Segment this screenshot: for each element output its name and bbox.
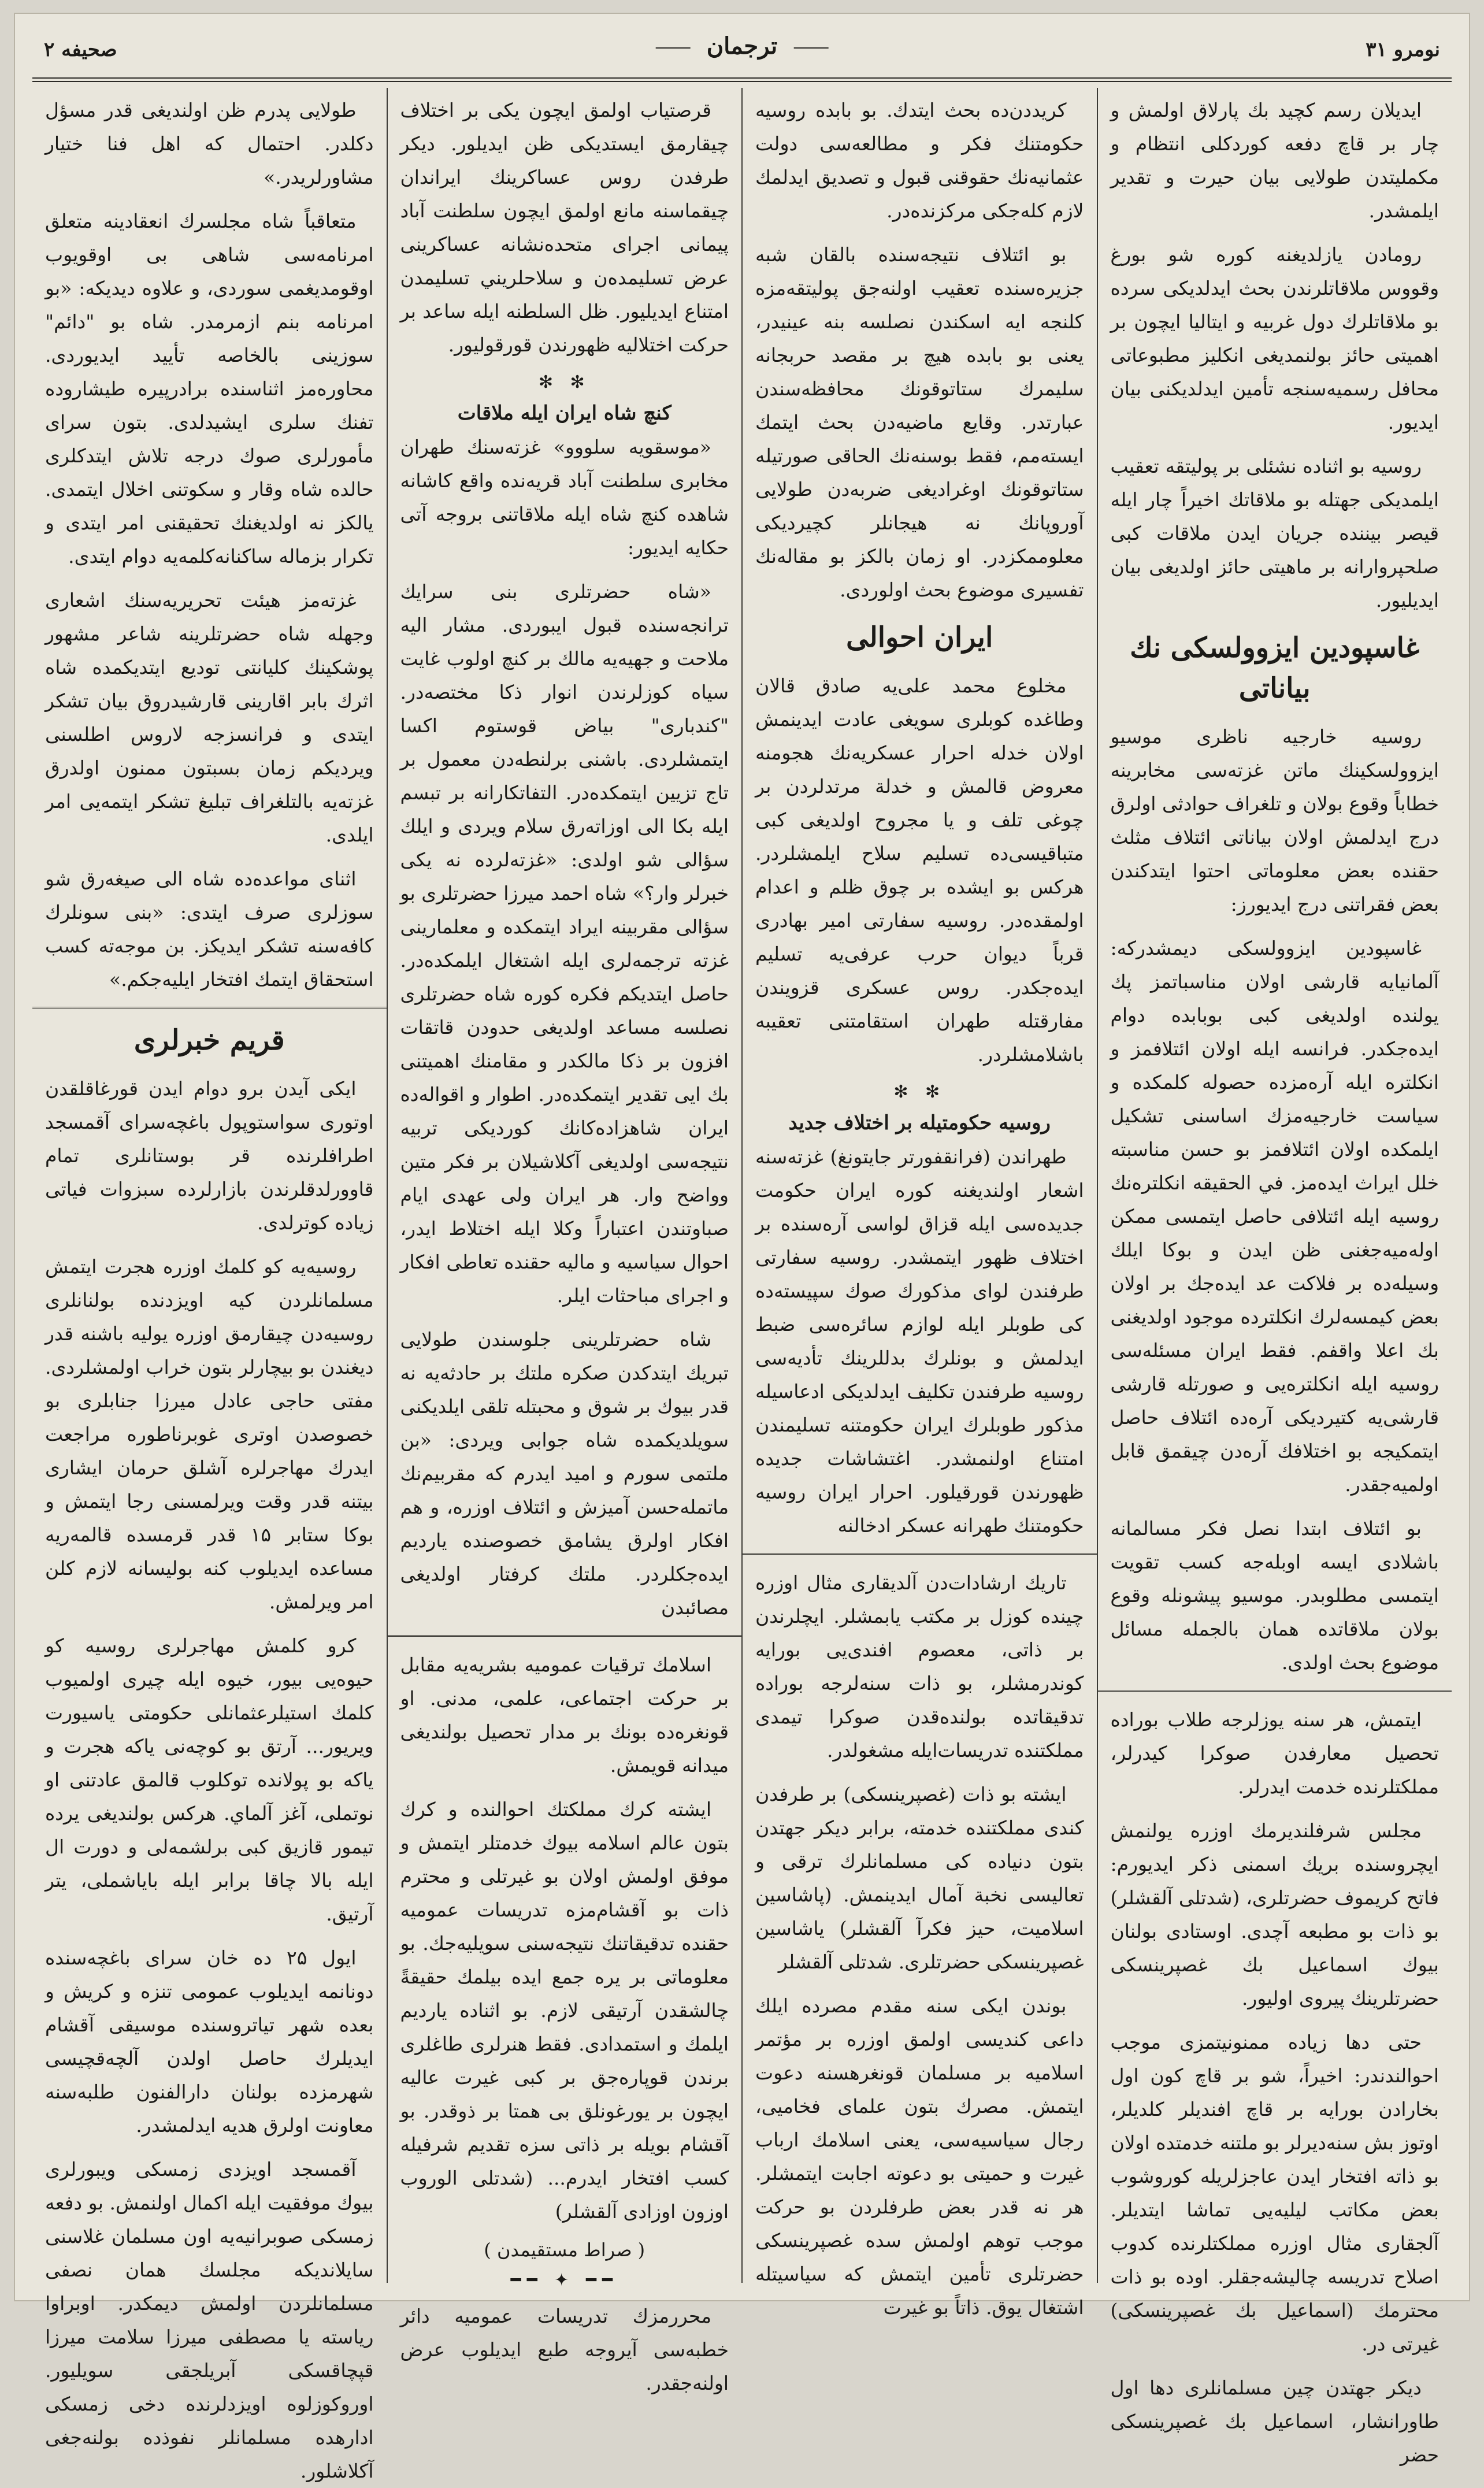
- masthead: [38, 24, 1446, 75]
- page-number: صحيفه ۲: [44, 38, 117, 61]
- paragraph: ايول ۲۵ ده خان سراى باغچه‌سنده دونانمه ايديلوب عمومى تنزه و كريش و بعده شهر تياتروسنده موسيقى آقشام ايديلرك حاصل اولدن آلچه‌قچيسى شهرمزده بولنان دارالفنون طلبه‌سنه معاونت اولرق هديه ايدلمشدر.: [45, 1946, 374, 2137]
- paragraph: ايتمش، هر سنه يوزلرجه طلاب بوراده تحصيل معارفدن صوكرا كيدرلر، مملكتلرنده خدمت ايدرلر.: [1110, 1708, 1439, 1798]
- paragraph: روسيه بو اثناده نشئلى بر پوليتقه تعقيب ايلمديكى جهتله بو ملاقاتك اخيراً چار ايله قيصر بيننده جريان ايدن ملاقات كبى صلحپروارانه بر ماهيتى حائز اولديغى بيان ايديليور.: [1110, 455, 1439, 611]
- section-rule: [32, 1007, 387, 1011]
- subheading: كنچ شاه ايران ايله ملاقات: [457, 402, 671, 425]
- column-1: [1097, 88, 1452, 2466]
- paragraph: محررمزك تدريسات عموميه دائر خطبه‌سى آيروجه طبع ايديلوب عرض اولنه‌جقدر.: [400, 2305, 729, 2394]
- paragraph: كريددن‌ده بحث ايتدك. بو بابده روسيه حكومتنك فكر و مطالعه‌سى دولت عثمانيه‌نك حقوقنى قبول و تصديق ايدلمك لازم كله‌جكى مركزنده‌در.: [755, 99, 1084, 222]
- paragraph: ايشته بو ذات (غصپرينسكى) بر طرفدن كندى مملكتنده خدمته، برابر ديكر جهتدن بتون دنياده كى مسلمانلرك ترقى و تعاليسى نخبة آمال ايدينمش. (پاشاسين اسلاميت، حيز فكرآ آلقشلر) ياشاسين غصپرينسكى حضرتلرى. شدتلى آلقشلر: [755, 1783, 1084, 1973]
- article-heading: غاسپودين ايزوولسكى نك بياناتى: [1130, 632, 1420, 704]
- paragraph: اسلامك ترقيات عموميه بشريه‌يه مقابل بر حركت اجتماعى، علمى، مدنى. او قونغره‌ده بونك بر مدار تحصيل بولنديغى ميدانه قويمش.: [400, 1653, 729, 1777]
- paragraph: ديكر جهتدن چين مسلمانلرى دها اول طاورانشار، اسماعيل بك غصپرينسكى حضر: [1110, 2376, 1439, 2466]
- section-rule: [1098, 1690, 1452, 1694]
- paragraph: آقمسجد اويزدى زمسكى ويبورلرى بيوك موفقيت ايله اكمال اولنمش. بو دفعه زمسكى صوبرانيه‌يه اون مسلمان غلاسنى سايلانديكه مجلسك همان نصفى مسلمانلردن اولمش ديمكدر. اوبراوا رياسته يا مصطفى ميرزا سلامت ميرزا قپچاقسكى آبريلجقى سويليور. اوروكوزلوه اويزدلرنده دخى زمسكى ادارهده مسلمانلر نفوذده بولنه‌جغى آكلاشلور.: [45, 2158, 374, 2482]
- masthead-rule: [32, 77, 1452, 82]
- ornament-divider: ✻ ✻: [538, 372, 591, 392]
- paragraph: بو ائتلاف نتيجه‌سنده بالقان شبه جزيره‌سنده تعقيب اولنه‌جق پوليتقه‌مزه كلنجه ايه اسكندن نصلسه بنه عينيدر، يعنى بو بابده هيچ بر مقصد حربجانه سليمرك ستاتوقونك محافظه‌سندن عبارتدر. وقايع ماضيه‌دن بحث ايتمك ايسته‌مم، فقط بوسنه‌نك الحاقى صورتيله ستاتوقونك اوغراديغى ضربه‌دن طولايى آوروپانك نه هيجانلر كچيرديكى معلوممكزدر. او زمان بالكز بو مقاله‌نك تفسيرى موضوع بحث اولوردى.: [755, 243, 1084, 601]
- paragraph: مجلس شرفلنديرمك اوزره يولنمش ايچروسنده بريك اسمنى ذكر ايديورم: فاتح كريموف حضرتلرى، (شدتلى آلقشلر) بو ذات بو مطبعه آچدى. اوستادى بولنان بيوك اسماعيل بك غصپرينسكى حضرتلرينك پيروى اوليور.: [1110, 1819, 1439, 2009]
- article-heading: ايران احوالى: [846, 621, 993, 654]
- paragraph: تاريك ارشادات‌دن آلديقارى مثال اوزره چينده كوزل بر مكتب يابمشلر. ايچلرندن بر ذاتى، معصوم افندى‌يى بورايه كوندرمشلر، بو ذات سنه‌لرجه بوراده تدقيقاتده بولنده‌قدن صوكرا تيمدى مملكتنده تدريسات‌ايله مشغولدر.: [755, 1571, 1084, 1762]
- paragraph: ايديلان رسم كچيد بك پارلاق اولمش و چار بر قاچ دفعه كوردكلى انتظام و مكمليتدن طولايى بيان حيرت و تقدير ايلمشدر.: [1110, 99, 1439, 222]
- newspaper-title: ترجمان: [691, 32, 794, 60]
- column-4: [32, 88, 387, 2482]
- issue-number: نومرو ۳۱: [1366, 38, 1440, 61]
- paragraph: شاه حضرتلرينى جلوسندن طولايى تبريك ايتدكدن صكره ملتك بر حادثه‌يه نه قدر بيوك بر شوق و محبتله تلقى ايلديكنى سويلديكمده شاه جوابى ويردى: «بن ملتمى سورم و اميد ايدرم كه مقربيم‌نك ماتمله‌حسن آميزش و ائتلاف اوزره، و هم افكار اولرق يشامق خصوصنده يارديم ايده‌جكلردر. ملتك كرفتار اولديغى مصائبدن: [400, 1328, 729, 1619]
- paragraph: غاسپودين ايزوولسكى ديمشدركه: آلمانيايه قارشى اولان مناسباتمز پك يولنده اولديغى كبى بوبابده دوام ايده‌جكدر. فرانسه ايله اولان ائتلافمز و انكلتره ايله آره‌مزده حصوله كلمكده و سياست خارجيه‌مزك اساسنى تشكيل ايلمكده اولان ائتلافمز بو حسن مناسبته خلل ايراث ايده‌مز. في الحقيقه انكلتره‌نك روسيه ايله ائتلافى حاصل ايتمسى ممكن اوله‌ميه‌جغنى ظن ايدن و بوكا ايلك وسيله‌ده بر فلاكت عد ايده‌جك بر اولان بعض كيمسه‌لرك انكلترده موجود اولديغنى بك اعلا واقفم. فقط ايران مسئله‌سى روسيه ايله انكلتره‌يى و صورتله قارشى قارشى‌يه كتيرديكى آره‌ده ائتلاف حاصل ايتمكيجه بو اختلافك آره‌دن چيقمق قابل اولميه‌جقدر.: [1110, 937, 1439, 1496]
- paragraph: اثناى مواعده‌ده شاه الى صيغه‌رق شو سوزلرى صرف ايتدى: «بنى سونلرك كافه‌سنه تشكر ايديكز. بن موجه‌ته كسب استحقاق ايتمك افتخار ايليه‌جكم.»: [45, 867, 374, 991]
- subheading: روسيه حكومتيله بر اختلاف جديد: [788, 1111, 1051, 1134]
- article-heading: قريم خبرلرى: [133, 1024, 285, 1056]
- paragraph: ايكى آيدن برو دوام ايدن قورغاقلقدن اوتورى سواستوپول باغچه‌سراى آقمسجد اطرافلرنده قر بوستانلرى تمام قاوورلدقلرندن بازارلرده سبزوات فياتى زياده كوترلدى.: [45, 1077, 374, 1234]
- paragraph: روسيه‌يه كو كلمك اوزره هجرت ايتمش مسلمانلردن كيه اويزدنده بولنانلرى روسيه‌دن چيقارمق اوزره يوليه باشنه قدر ديغندن بو بيچارلر بتون خراب اولمشلردى. مفتى حاجى عادل ميرزا جنابلرى بو خصوصدن اوترى غوبرناطوره مراجعت ايدرك مهاجرلره آشلق حرمان ايشارى بيتنه قدر وقت ويرلمسنى رجا ايتمش و بوكا ستابر ۱۵ قدر قرمسده قالمه‌ريه مساعده ايديلوب كنه بوليسانه لازم كلن امر ويرلمش.: [45, 1255, 374, 1613]
- paragraph: متعاقباً شاه مجلسرك انعقادينه متعلق امرنامه‌سى شاهى بى اوقويوب اوقومديغمى سوردى، و علاوه ديديكه: «بو امرنامه بنم ازمرمدر. شاه بو "دائم" سوزينى بالخاصه تأييد ايديوردى. محاوره‌مز اثناسنده برادرپيره طيشاروده تفنك سلرى ايشيدلدى. بتون سراى مأمورلرى صوك درجه تلاش ايتدكلرى حالده شاه وقار و سكوتنى اخلال ايتمدى. يالكز نه اولديغنك تحقيقنى امر ايتدى و تكرار بزماله ساكنانه‌كلمه‌يه دوام ايتدى.: [45, 210, 374, 568]
- paragraph: كرو كلمش مهاجرلرى روسيه‌ كو حيوه‌يى بيور، خيوه ايله چيرى اولميوب كلمك استيلرعثمانلى حكومتى ياسيورت ويريور... آرتق بو كوچه‌نى ياكه هجرت و ياكه بو پولانده توكلوب قالمق عادتنى او نوتملى، آغز آلماي. هركس بولنديغى يرده تيمور قازيق كبى برلشمه‌لى و دورت ال ايله بالا چاقا برابر ايله باياشملى، يتر آرتيق.: [45, 1634, 374, 1925]
- paragraph: قرصتياب اولمق ايچون يكى بر اختلاف چيقارمق ايستديكى ظن ايديلور. ديكر طرفدن روس عساكرينك ايراندان چيقماسنه مانع اولمق ايچون سلطنت آباد پيمانى اجراى متحده‌نشانه عساكرينى عرض تسليمده‌ن و سلاحلريني تسليمدن امتناع ايديليور. ظل السلطنه ايله ساعد بر حركت اختلاليه ظهورندن قورقوليور.: [400, 99, 729, 356]
- paragraph: «شاه حضرتلرى بنى سرايك ترانجه‌سنده قبول ايبوردى. مشار اليه ملاحت و جهيه‌يه مالك بر كنچ اولوب غايت سياه كوزلرندن انوار ذكا مختصه‌در. "كندبارى" بياض قوستوم اكسا ايتمشلردى. باشنى برلنطه‌دن معمول بر تاج تزيين ايتمكده‌در. التفاتكارانه بر تبسم ايله بكا الى اوزاته‌رق سلام ويردى و ايلك سؤالى شو اولدى: «غزته‌لرده نه يكى خبرلر وار؟» شاه احمد ميرزا حضرتلرى بو سؤالى مقربينه ايراد ايتمكده و معلمارينى غزته ترجمه‌لرى ايله اشتغال ايلمكده‌در. حاصل ايتديكم فكره كوره شاه حضرتلرى نصلسه مساعد اولديغى حدودن قاتقات افزون بر ذكا مالكدر و مقامنك اهميتنى بك ايى تقدير ايتمكده‌در. اطوار و اقواله‌ده ايران شاهزاده‌كانك كورديكى تربيه نتيجه‌سى اولديغى آكلاشيلان بر فكر متين وواضح وار. هر ايران ولى عهدى ايام صباوتندن اعتباراً وكلا ايله اختلاط ايدر، احوال سياسيه و ماليه حقنده تعاطى افكار و اجراى مباحثات ايلر.: [400, 580, 729, 1307]
- paragraph: روسيه خارجيه ناظرى موسيو ايزوولسكينك ماتن غزته‌سى مخابرينه خطاباً وقوع بولان و تلغراف حوادثى اولرق درج ايدلمش اولان بياناتى ائتلاف مثلث حقنده بعض معلوماتى احتوا ايتدكندن بعض فقراتنى درج ايديورز:: [1110, 725, 1439, 915]
- paragraph: مخلوع محمد على‌يه صادق قالان وطاغده كوبلرى سويغى عادت ايدينمش اولان خدله احرار عسكريه‌نك هجومنه معروض قالمش و خدلة مرتدلردن بر چوغى تلف و يا مجروح اولديغى كبى متباقيسى‌ده تسليم سلاح ايلمشلردر. هركس بو ايشده بر چوق ظلم و اعدام اولمقده‌در. روسيه سفارتى امير بهادرى قرباً ديوان حرب عرفى‌يه تسليم ايده‌جكدر. روس عسكرى قزويندن مفارقتله طهران استقامتنى تعقيبه باشلامشلردر.: [755, 674, 1084, 1066]
- paragraph: بوندن ايكى سنه مقدم مصرده ايلك داعى كنديسى اولمق اوزره بر مؤتمر اسلاميه بر مسلمان قونغرهسنه دعوت ايتمش. مصرك بتون علماى فخاميى، رجال سياسيه‌سى، يعنى اسلامك ارباب غيرت و حميتى بو دعوته اجابت ايتمشلر. هر نه قدر بعض طرفلردن بو حركت موجب توهم اولمش سده غصپرينسكى حضرتلرى تأمين ايتمش كه سياسيتله اشتغال يوق. ذاتاً بو غيرت: [755, 1994, 1084, 2319]
- paragraph: طولايى پدرم ظن اولنديغى قدر مسؤل دكلدر. احتمال كه اهل فنا ختيار مشاورلريدر.»: [45, 99, 374, 188]
- paragraph: غزته‌مز هيئت تحريريه‌سنك اشعارى وجهله شاه حضرتلرينه شاعر مشهور پوشكينك كليانتى توديع ايتديكمده شاه اثرك بابر اقارينى قارشيدروق بيان تشكر ايتدى و فرانسزجه لاروس اطلسنى ويرديكم زمان بسبتون ممنون اولدرق غزته‌يه بالتلغراف تبليغ تشكر ايتمه‌يى امر ايلدى.: [45, 589, 374, 846]
- source-attribution: ( صراط مستقيمدن ): [484, 2239, 645, 2261]
- paragraph: ايشته كرك مملكتك احوالنده و كرك بتون عالم اسلامه بيوك خدمتلر ايتمش و موفق اولمش اولان بو غيرتلى و محترم ذات بو آقشام‌مزه تدريسات عموميه حقنده تدقيقاتنك نتيجه‌سنى سويليه‌جك. بو معلوماتى بر يره جمع ايده بيلمك حقيقةً چالشقدن آرتيقى لازم. بو اثناده يارديم ايلمك و استمدادى. فقط هنرلرى طاغلرى برندن قوپاره‌جق بر كبى غيرت عاليه ايچون بر يورغونلق بى همتا بر ذوقدر. بو آقشام بويله بر ذاتى سزه تقديم شرفيله كسب افتخار ايدرم... (شدتلى الوروب اوزون اوزادى آلقشلر): [400, 1798, 729, 2223]
- section-rule: [743, 1553, 1097, 1557]
- newspaper-page: [14, 13, 1470, 2482]
- paragraph: «موسقويه سلووو» غزته‌سنك طهران مخابرى سلطنت آباد قريه‌نده واقع كاشانه شاهده كنچ شاه ايله ملاقاتنى بروجه آتى حكايه ايديور:: [400, 436, 729, 559]
- paragraph: رومادن يازلديغنه كوره شو بورغ وقووس ملاقاتلرندن بحث ايدلديكى سرده بو ملاقاتلرك دول غربيه و ايتاليا ايچون بر اهميتى حائز بولنمديغى انكليز مطبوعاتى محافل رسميه‌سنجه تأمين ايدلديكنى بيان ايديور.: [1110, 243, 1439, 433]
- paragraph: بو ائتلاف ابتدا نصل فكر مسالمانه باشلادى ايسه اوبله‌جه كسب تقويت ايتمسى مطلوبدر. موسيو پيشونله وقوع بولان ملاقاتده همان بالجمله مسائل موضوع بحث اولدى.: [1110, 1517, 1439, 1674]
- ornament-divider: ✻ ✻: [893, 1082, 946, 1102]
- columns: [32, 88, 1452, 2482]
- paragraph: حتى دها زياده ممنونيتمزى موجب احوالندندر: اخيراً، شو بر قاچ كون اول بخارادن بورايه بر قاچ افنديلر كلديلر، اوتوز بش سنه‌ديرلر بو ملتنه خدمتده اولان بو ذاته افتخار ايدن عاجزلريله كوروشوب بعض مكاتب ليليه‌يى تماشا ايتديلر. آلجقارى مثال اوزره مملكتلرنده كدوب اصلاح تدريسه چاليشه‌جقلر. اوده بو ذات محترمك (اسماعيل بك غصپرينسكى) غيرتى در.: [1110, 2031, 1439, 2355]
- paragraph: طهراندن (فرانقفورتر جايتونغ) غزته‌سنه اشعار اولنديغنه كوره ايران حكومت جديده‌سى ايله قزاق لواسى آره‌سنده بر اختلاف ظهور ايتمشدر. روسيه سفارتى طرفندن لواى مذكورك صوك سپيسته‌ده كى طوبلر ايله لوازم سائره‌سى ضبط ايدلمش و بونلرك بدللرينك تأديه‌سى روسيه طرفندن تكليف ايدلديكى ادعاسيله مذكور طوبلرك ايران حكومتنه تسليمندن امتناع اولنمشدر. اغتشاشات جديده ظهورندن قورقيلور. احرار ايران روسيه حكومتنك طهرانه عسكر ادخالنه: [755, 1145, 1084, 1537]
- section-rule: [388, 1635, 742, 1639]
- column-3: [387, 88, 742, 2394]
- column-2: [741, 88, 1097, 2319]
- ornament-divider: ━━ ✦ ━━: [510, 2270, 618, 2290]
